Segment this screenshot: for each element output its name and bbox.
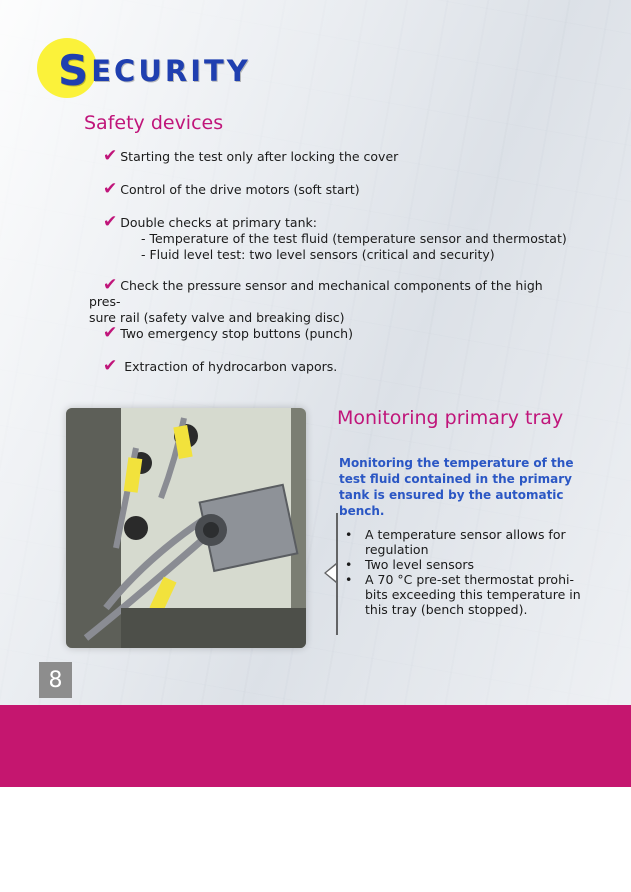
footer-band — [0, 705, 631, 787]
monitoring-bullet-text: Two level sensors — [365, 557, 475, 572]
safety-item — [89, 277, 569, 326]
monitoring-intro: Monitoring the temperature of the test fluid contained in the primary tank is ensured by the automatic bench. — [339, 456, 574, 518]
bullet-icon: • — [345, 527, 353, 542]
monitoring-bullet-text: A temperature sensor allows for — [365, 527, 566, 542]
safety-item-text-continued: sure rail (safety valve and breaking disc) — [89, 310, 345, 325]
safety-item — [103, 214, 567, 263]
safety-subitem: - Fluid level test: two level sensors (critical and security) — [141, 247, 495, 262]
safety-item-text: Extraction of hydrocarbon vapors. — [120, 359, 338, 374]
monitoring-bullet-text: regulation — [365, 542, 429, 557]
safety-item-text: Starting the test only after locking the cover — [120, 149, 399, 164]
safety-item — [103, 181, 360, 198]
checkmark-icon: ✔ — [103, 146, 118, 166]
checkmark-icon: ✔ — [103, 212, 118, 232]
monitoring-bullet-item — [343, 527, 583, 557]
safety-subitem: - Temperature of the test fluid (temperature sensor and thermostat) — [141, 231, 567, 246]
monitoring-bullet-text: bits exceeding this temperature in — [365, 587, 581, 602]
safety-item-text: Control of the drive motors (soft start) — [120, 182, 360, 197]
monitoring-bullet-item — [343, 557, 583, 572]
divider-arrow — [320, 513, 340, 635]
safety-item-text: Double checks at primary tank: — [120, 215, 317, 230]
safety-item — [103, 358, 337, 375]
monitoring-bullet-item — [343, 572, 583, 617]
sensor-photo — [66, 408, 306, 648]
sensor-photo-illustration — [66, 408, 306, 648]
page-title-rest: ECURITY — [91, 54, 251, 88]
checkmark-icon: ✔ — [103, 179, 118, 199]
checkmark-icon: ✔ — [103, 356, 118, 376]
monitoring-bullet-text: A 70 °C pre-set thermostat prohi- — [365, 572, 574, 587]
checkmark-icon: ✔ — [103, 323, 118, 343]
safety-item-text: Check the pressure sensor and mechanical components of the high pres- — [89, 278, 543, 309]
checkmark-icon: ✔ — [103, 275, 118, 295]
page-number: 8 — [39, 662, 72, 698]
bullet-icon: • — [345, 557, 353, 572]
monitoring-bullet-list — [343, 527, 583, 617]
safety-item-text: Two emergency stop buttons (punch) — [120, 326, 353, 341]
safety-devices-heading: Safety devices — [84, 112, 224, 134]
monitoring-bullet-text: this tray (bench stopped). — [365, 602, 528, 617]
monitoring-heading: Monitoring primary tray — [337, 407, 564, 429]
page-title-initial: S — [58, 46, 92, 95]
safety-item — [103, 148, 398, 165]
page-title — [58, 46, 251, 95]
safety-item — [103, 325, 353, 342]
bullet-icon: • — [345, 572, 353, 587]
